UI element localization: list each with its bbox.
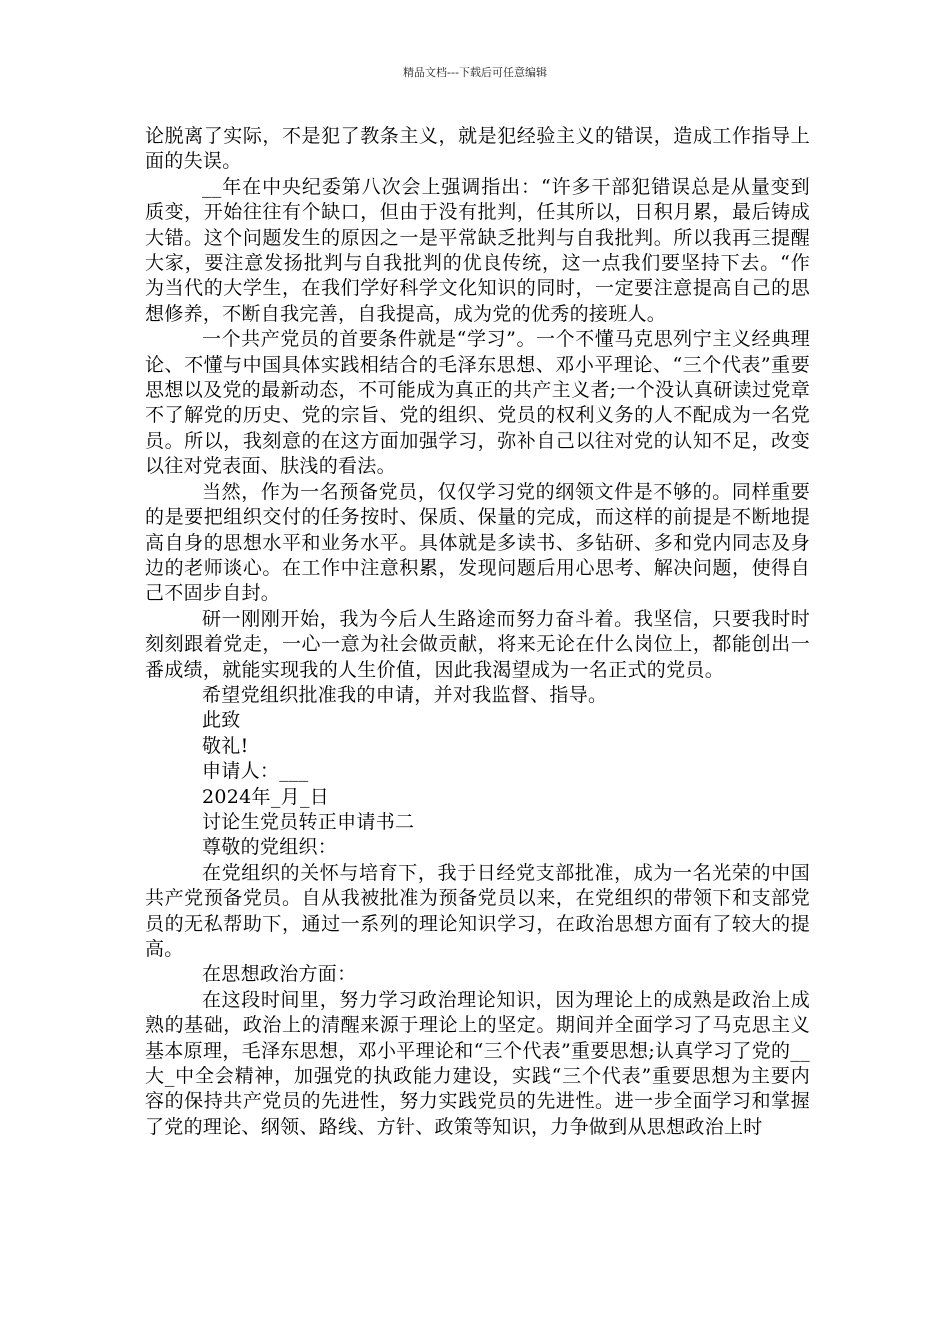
paragraph-5: 研一刚刚开始，我为今后人生路途而努力奋斗着。我坚信，只要我时时刻刻跟着党走，一心一意为社会做贡献，将来无论在什么岗位上，都能创出一番成绩，就能实现我的人生价值，因此我渴望成为一名正式的党员。 — [145, 607, 810, 681]
paragraph-4: 当然，作为一名预备党员，仅仅学习党的纲领文件是不够的。同样重要的是要把组织交付的任务按时、保质、保量的完成，而这样的前提是不断地提高自身的思想水平和业务水平。具体就是多读书、多钻研、多和党内同志及身边的老师谈心。在工作中注意积累，发现问题后用心思考、解决问题，使得自己不固步自封。 — [145, 480, 810, 605]
document-body — [145, 124, 810, 1140]
paragraph-6: 在党组织的关怀与培育下，我于日经党支部批准，成为一名光荣的中国共产党预备党员。自从我被批准为预备党员以来，在党组织的带领下和支部党员的无私帮助下，通过一系列的理论知识学习，在政治思想方面有了较大的提高。 — [145, 861, 810, 960]
subheading-politics: 在思想政治方面： — [202, 963, 357, 986]
paragraph-2: __年在中央纪委第八次会上强调指出：“许多干部犯错误总是从量变到质变，开始往往有个缺口，但由于没有批判，任其所以，日积月累，最后铸成大错。这个问题发生的原因之一是平常缺乏批判与自我批判。所以我再三提醒大家，要注意发扬批判与自我批判的优良传统，这一点我们要坚持下去。“作为当代的大学生，在我们学好科学文化知识的同时，一定要注意提高自己的思想修养，不断自我完善，自我提高，成为党的优秀的接班人。 — [145, 175, 810, 325]
applicant-line: 申请人：___ — [202, 760, 309, 783]
paragraph-1: 论脱离了实际，不是犯了教条主义，就是犯经验主义的错误，造成工作指导上面的失误。 — [145, 125, 810, 173]
paragraph-3: 一个共产党员的首要条件就是“学习”。一个不懂马克思列宁主义经典理论、不懂与中国具体实践相结合的毛泽东思想、邓小平理论、“三个代表”重要思想以及党的最新动态，不可能成为真正的共产主义者;一个没认真研读过党章不了解党的历史、党的宗旨、党的组织、党员的权利义务的人不配成为一名党员。所以，我刻意的在这方面加强学习，弥补自己以往对党的认知不足，改变以往对党表面、肤浅的看法。 — [145, 328, 810, 478]
section-title: 讨论生党员转正申请书二 — [202, 810, 415, 833]
paragraph-7: 在这段时间里，努力学习政治理论知识，因为理论上的成熟是政治上成熟的基础，政治上的清醒来源于理论上的坚定。期间并全面学习了马克思主义基本原理，毛泽东思想，邓小平理论和“三个代表”重要思想;认真学习了党的__大_中全会精神，加强党的执政能力建设，实践“三个代表”重要思想为主要内容的保持共产党员的先进性，努力实践党员的先进性。进一步全面学习和掌握了党的理论、纲领、路线、方针、政策等知识，力争做到从思想政治上时 — [145, 988, 810, 1138]
request-sentence: 希望党组织批准我的申请，并对我监督、指导。 — [202, 683, 608, 706]
date-line: 2024年_月_日 — [202, 785, 330, 808]
salutation-cizhi: 此致 — [202, 709, 241, 732]
page-header: 精品文档---下载后可任意编辑 — [403, 66, 547, 79]
salutation-jingli: 敬礼! — [202, 734, 249, 757]
greeting-line: 尊敬的党组织： — [202, 836, 338, 859]
